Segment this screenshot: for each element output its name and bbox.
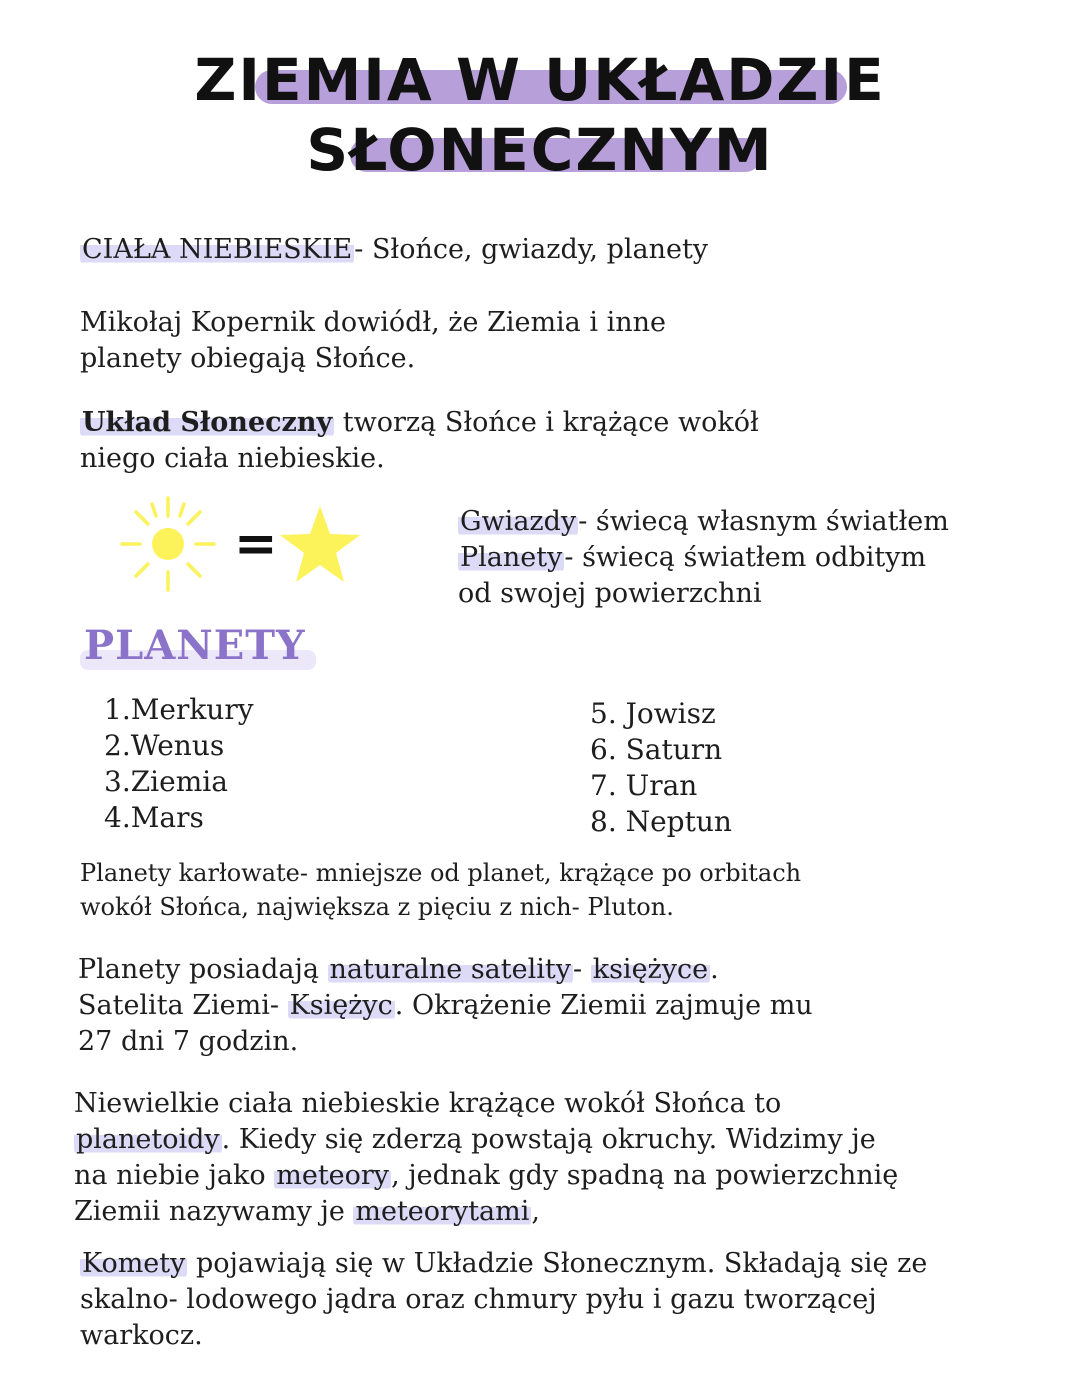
natural-satellites-term: naturalne satelity bbox=[329, 954, 571, 985]
list-item: 6. Saturn bbox=[590, 733, 723, 766]
moon-orbit-text: . Okrążenie Ziemii zajmuje mu bbox=[394, 990, 813, 1021]
star-icon bbox=[278, 504, 362, 584]
comets-term: Komety bbox=[82, 1248, 186, 1279]
solar-system-rest: tworzą Słońce i krążące wokół bbox=[334, 407, 759, 438]
list-item: 1.Merkury bbox=[104, 693, 254, 726]
meteorites-end: , bbox=[531, 1196, 540, 1227]
planetoids-line4 bbox=[74, 1194, 540, 1230]
equals-sign: = bbox=[234, 514, 278, 574]
meteors-rest: , jednak gdy spadną na powierzchnię bbox=[391, 1160, 899, 1191]
celestial-bodies-list: - Słońce, gwiazdy, planety bbox=[354, 234, 709, 265]
meteors-term: meteory bbox=[276, 1160, 390, 1191]
moons-term: księżyce bbox=[592, 954, 709, 985]
comets-text: pojawiają się w Układzie Słonecznym. Składają się ze bbox=[187, 1248, 928, 1279]
dwarf-planets-line2: wokół Słońca, największa z pięciu z nich- Pluton. bbox=[80, 893, 674, 921]
planetoids-line3 bbox=[74, 1158, 898, 1194]
planets-list-left bbox=[104, 692, 254, 836]
list-item: 8. Neptun bbox=[590, 805, 732, 838]
list-item: 4.Mars bbox=[104, 801, 204, 834]
meteors-text: na niebie jako bbox=[74, 1160, 275, 1191]
planets-heading: PLANETY bbox=[84, 622, 306, 669]
stars-term: Gwiazdy bbox=[460, 506, 577, 537]
planetoids-line2 bbox=[74, 1122, 876, 1158]
moon-text: Satelita Ziemi- bbox=[78, 990, 288, 1021]
page-title-line2: SŁONECZNYM bbox=[306, 116, 774, 184]
planets-term: Planety bbox=[460, 542, 563, 573]
sun-icon bbox=[118, 494, 218, 594]
list-item: 7. Uran bbox=[590, 769, 698, 802]
meteorites-term: meteorytami bbox=[355, 1196, 530, 1227]
copernicus-line2: planety obiegają Słońce. bbox=[80, 343, 416, 374]
list-item: 5. Jowisz bbox=[590, 697, 716, 730]
celestial-bodies-term: CIAŁA NIEBIESKIE bbox=[82, 234, 353, 265]
solar-system-term: Układ Słoneczny bbox=[82, 407, 333, 438]
satellites-end: . bbox=[710, 954, 719, 985]
comets-line3: warkocz. bbox=[80, 1320, 203, 1351]
satellites-text: Planety posiadają bbox=[78, 954, 328, 985]
comets-line1 bbox=[80, 1246, 927, 1282]
planets-desc: - świecą światłem odbitym bbox=[564, 542, 927, 573]
moon-term: Księżyc bbox=[289, 990, 393, 1021]
satellites-dash: - bbox=[573, 954, 591, 985]
planetoids-text: . Kiedy się zderzą powstają okruchy. Widzimy je bbox=[221, 1124, 876, 1155]
dwarf-planets-line1: Planety karłowate- mniejsze od planet, krążące po orbitach bbox=[80, 859, 802, 887]
copernicus-line1: Mikołaj Kopernik dowiódł, że Ziemia i inne bbox=[80, 307, 666, 338]
solar-system-line1 bbox=[80, 405, 759, 441]
list-item: 2.Wenus bbox=[104, 729, 225, 762]
planetoids-line1: Niewielkie ciała niebieskie krążące wokół Słońca to bbox=[74, 1088, 782, 1119]
meteorites-text: Ziemii nazywamy je bbox=[74, 1196, 354, 1227]
stars-light-line bbox=[458, 504, 949, 540]
satellites-line1 bbox=[78, 952, 719, 988]
satellites-line2 bbox=[78, 988, 813, 1024]
satellites-line3: 27 dni 7 godzin. bbox=[78, 1026, 299, 1057]
comets-line2: skalno- lodowego jądra oraz chmury pyłu i gazu tworzącej bbox=[80, 1284, 877, 1315]
planets-list-right bbox=[590, 696, 732, 840]
solar-system-line2: niego ciała niebieskie. bbox=[80, 443, 385, 474]
list-item: 3.Ziemia bbox=[104, 765, 228, 798]
planets-light-line bbox=[458, 540, 926, 576]
planetoids-term: planetoidy bbox=[76, 1124, 220, 1155]
stars-desc: - świecą własnym światłem bbox=[578, 506, 949, 537]
celestial-bodies-line bbox=[80, 232, 708, 268]
planets-light-line2: od swojej powierzchni bbox=[458, 578, 762, 609]
page-title-line1: ZIEMIA W UKŁADZIE bbox=[194, 46, 886, 114]
